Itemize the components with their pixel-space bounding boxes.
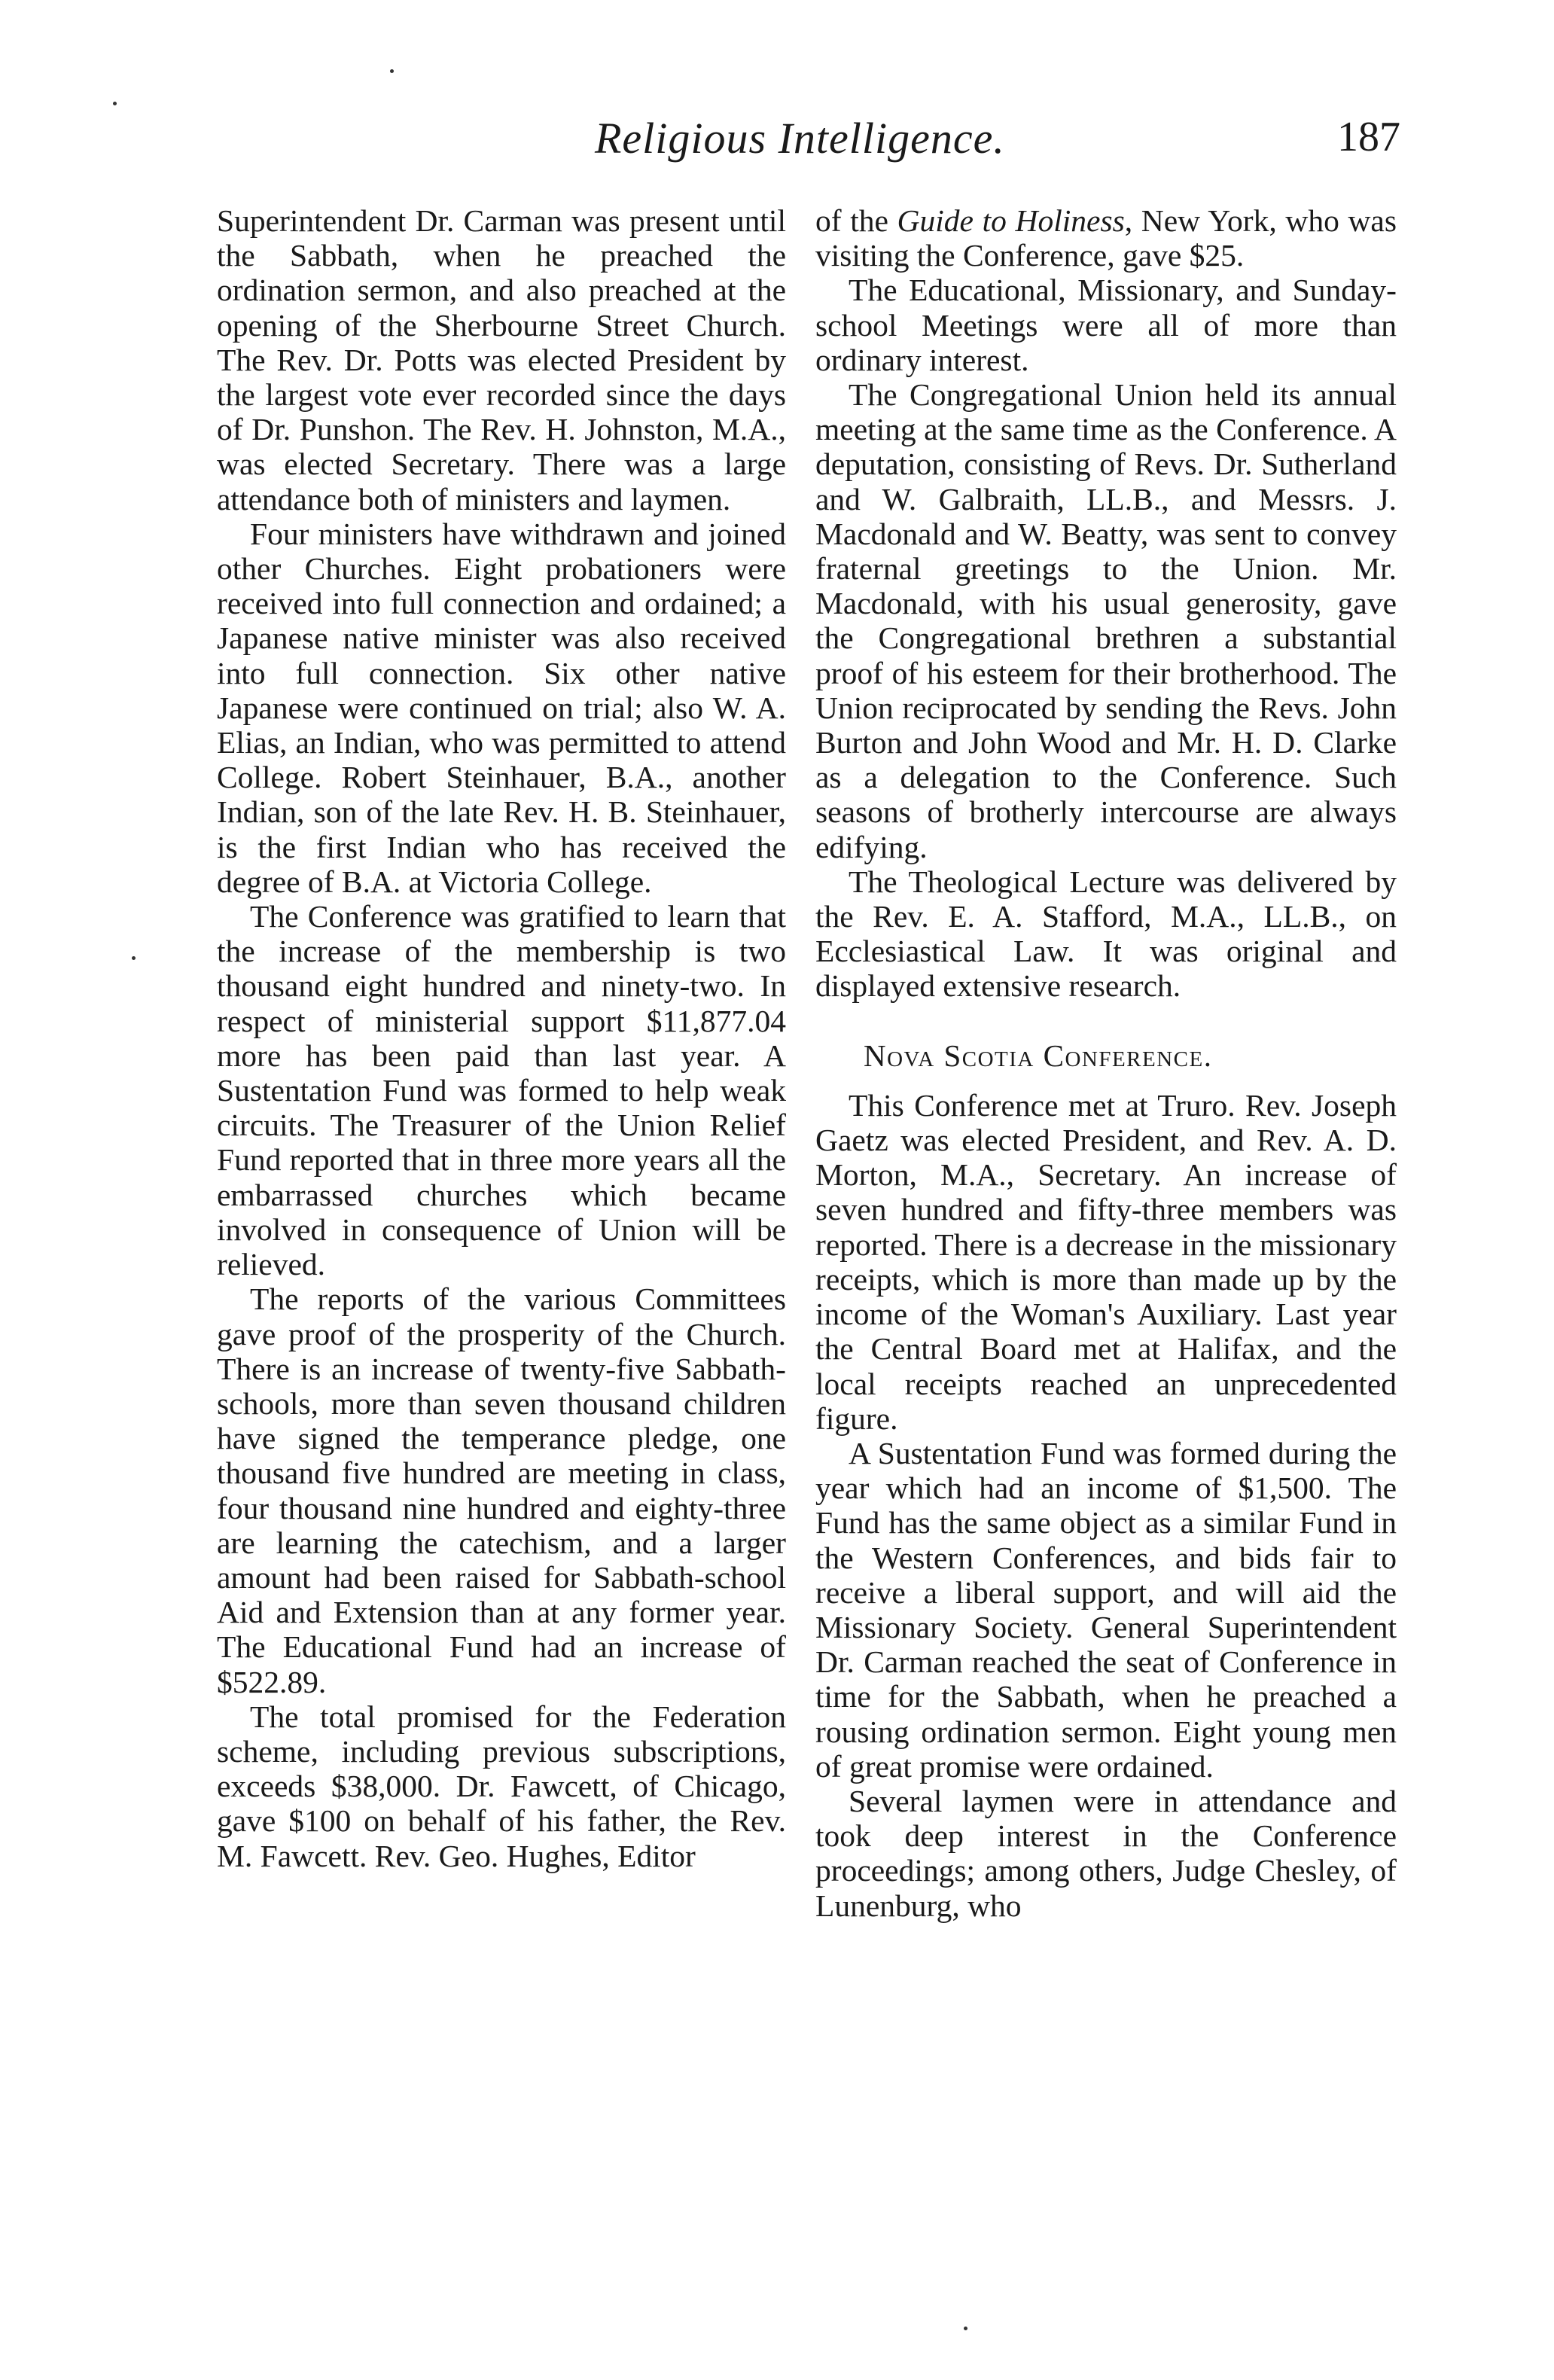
left-column bbox=[217, 203, 786, 1873]
paragraph: Superintendent Dr. Carman was present until the Sabbath, when he preached the ordination sermon, and also preached at the opening of the Sherbourne Street Church. The Rev. Dr. Potts was elected President by the largest vote ever recorded since the days of Dr. Punshon. The Rev. H. Johnston, M.A., was elected Secretary. There was a large attendance both of ministers and laymen. bbox=[217, 203, 786, 517]
running-title: Religious Intelligence. bbox=[595, 114, 1005, 163]
scan-speck bbox=[964, 2327, 967, 2330]
paragraph: The Educational, Missionary, and Sunday-school Meetings were all of more than ordinary interest. bbox=[815, 273, 1397, 377]
scan-speck bbox=[390, 69, 394, 73]
paragraph bbox=[815, 203, 1397, 273]
right-column bbox=[815, 203, 1397, 1923]
paragraph: A Sustentation Fund was formed during the year which had an income of $1,500. The Fund has the same object as a similar Fund in the Western Conferences, and bids fair to receive a liberal support, and will aid the Missionary Society. General Superintendent Dr. Carman reached the seat of Conference in time for the Sabbath, when he preached a rousing ordination sermon. Eight young men of great promise were ordained. bbox=[815, 1435, 1397, 1784]
scan-speck bbox=[113, 102, 117, 105]
text-run: , New York, who was visiting the Conference, gave $25. bbox=[815, 203, 1397, 273]
page-number: 187 bbox=[1337, 114, 1400, 160]
paragraph: This Conference met at Truro. Rev. Joseph Gaetz was elected President, and Rev. A. D. Morton, M.A., Secretary. An increase of seven hundred and fifty-three members was reported. There is a decrease in the missionary receipts, which is more than made up by the income of the Woman's Auxiliary. Last year the Central Board met at Halifax, and the local receipts reached an unprecedented figure. bbox=[815, 1087, 1397, 1436]
paragraph: The Congregational Union held its annual meeting at the same time as the Conference. A deputation, consisting of Revs. Dr. Sutherland and W. Galbraith, LL.B., and Messrs. J. Macdonald and W. Beatty, was sent to convey fraternal greetings to the Union. Mr. Macdonald, with his usual generosity, gave the Congregational brethren a substantial proof of his esteem for their brotherhood. The Union reciprocated by sending the Revs. John Burton and John Wood and Mr. H. D. Clarke as a delegation to the Conference. Such seasons of brotherly intercourse are always edifying. bbox=[815, 377, 1397, 864]
section-heading: Nova Scotia Conference. bbox=[864, 1038, 1213, 1073]
text-run: of the bbox=[815, 203, 897, 238]
scan-speck bbox=[132, 956, 136, 960]
paragraph: Four ministers have withdrawn and joined other Churches. Eight probationers were received into full connection and ordained; a Japanese native minister was also received into full connection. Six other native Japanese were continued on trial; also W. A. Elias, an Indian, who was permitted to attend College. Robert Steinhauer, B.A., another Indian, son of the late Rev. H. B. Steinhauer, is the first Indian who has received the degree of B.A. at Victoria College. bbox=[217, 516, 786, 899]
paragraph: The total promised for the Federation scheme, including previous subscriptions, exceeds $38,000. Dr. Fawcett, of Chicago, gave $100 on behalf of his father, the Rev. M. Fawcett. Rev. Geo. Hughes, Editor bbox=[217, 1699, 786, 1873]
paragraph: Several laymen were in attendance and took deep interest in the Conference proceedings; among others, Judge Chesley, of Lunenburg, who bbox=[815, 1783, 1397, 1923]
paragraph: The Theological Lecture was delivered by the Rev. E. A. Stafford, M.A., LL.B., on Ecclesiastical Law. It was original and displayed extensive research. bbox=[815, 864, 1397, 1004]
paragraph: The reports of the various Committees gave proof of the prosperity of the Church. There is an increase of twenty-five Sabbath-schools, more than seven thousand children have signed the temperance pledge, one thousand five hundred are meeting in class, four thousand nine hundred and eighty-three are learning the catechism, and a larger amount had been raised for Sabbath-school Aid and Extension than at any former year. The Educational Fund had an increase of $522.89. bbox=[217, 1281, 786, 1699]
running-header bbox=[211, 113, 1400, 173]
paragraph: The Conference was gratified to learn that the increase of the membership is two thousand eight hundred and ninety-two. In respect of ministerial support $11,877.04 more has been paid than last year. A Sustentation Fund was formed to help weak circuits. The Treasurer of the Union Relief Fund reported that in three more years all the embarrassed churches which became involved in consequence of Union will be relieved. bbox=[217, 899, 786, 1282]
italic-title: Guide to Holiness bbox=[897, 203, 1125, 238]
